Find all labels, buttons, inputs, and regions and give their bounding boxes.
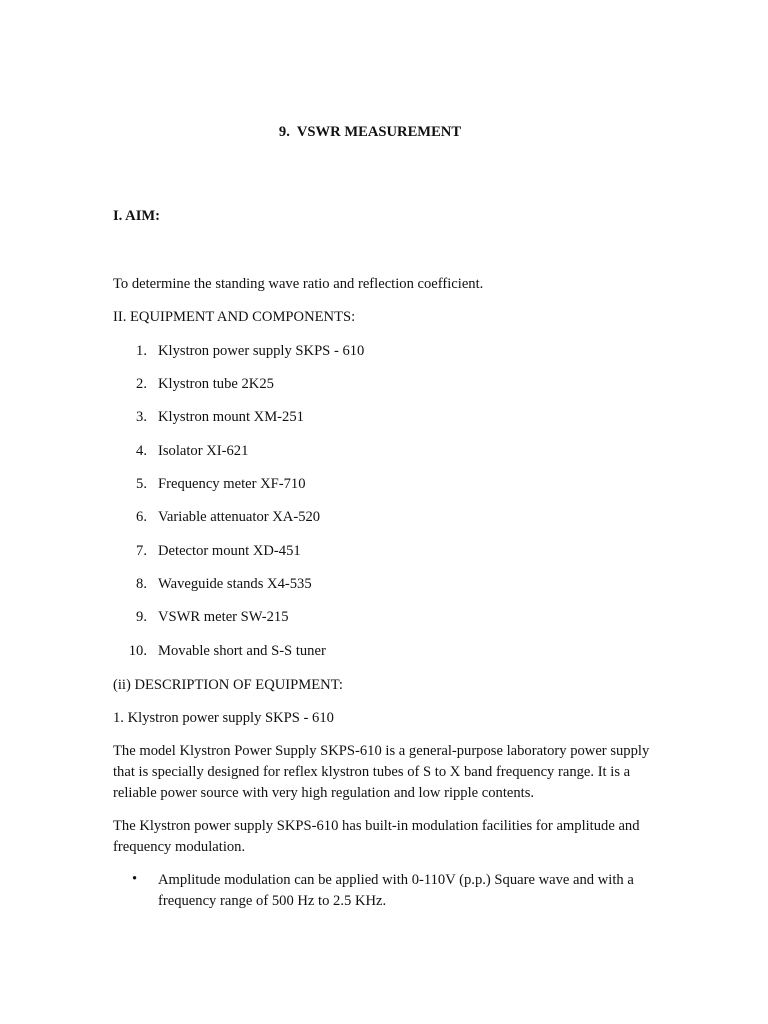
aim-text: To determine the standing wave ratio and reflection coefficient. [113, 276, 484, 292]
list-item-number: 6. [136, 509, 147, 525]
description-heading: (ii) DESCRIPTION OF EQUIPMENT: [113, 677, 343, 693]
list-item-text: VSWR meter SW-215 [158, 609, 289, 625]
list-item-number: 3. [136, 409, 147, 425]
list-item-number: 7. [136, 543, 147, 559]
list-item-number: 8. [136, 576, 147, 592]
list-item-text: Klystron mount XM-251 [158, 409, 304, 425]
paragraph-1: The model Klystron Power Supply SKPS-610 is a general-purpose laboratory power supply that is specially designed for reflex klystron tubes of S to X band frequency range. It is a reliable power source with very high regulation and low ripple contents. [113, 743, 650, 801]
list-item-text: Movable short and S-S tuner [158, 643, 326, 659]
description-subheading: 1. Klystron power supply SKPS - 610 [113, 710, 334, 726]
list-item-number: 5. [136, 476, 147, 492]
paragraph-2: The Klystron power supply SKPS-610 has built-in modulation facilities for amplitude and frequency modulation. [113, 818, 640, 855]
list-item-number: 9. [136, 609, 147, 625]
list-item-text: Variable attenuator XA-520 [158, 509, 321, 525]
aim-heading: I. AIM: [113, 208, 161, 224]
list-item-text: Waveguide stands X4-535 [158, 576, 312, 592]
document-title: 9. VSWR MEASUREMENT [278, 124, 462, 140]
list-item-text: Klystron power supply SKPS - 610 [158, 343, 365, 359]
list-item-text: Isolator XI-621 [158, 443, 249, 459]
equipment-heading: II. EQUIPMENT AND COMPONENTS: [113, 309, 356, 325]
list-item-number: 4. [136, 443, 147, 459]
list-item-number: 10. [128, 643, 147, 659]
bullet-marker: • [132, 871, 138, 887]
list-item-number: 2. [136, 376, 147, 392]
bullet-text: Amplitude modulation can be applied with 0-110V (p.p.) Square wave and with a frequency range of 500 Hz to 2.5 KHz. [158, 872, 634, 909]
list-item-text: Detector mount XD-451 [158, 543, 301, 559]
list-item-text: Klystron tube 2K25 [158, 376, 274, 392]
list-item-text: Frequency meter XF-710 [158, 476, 306, 492]
list-item-number: 1. [136, 343, 147, 359]
